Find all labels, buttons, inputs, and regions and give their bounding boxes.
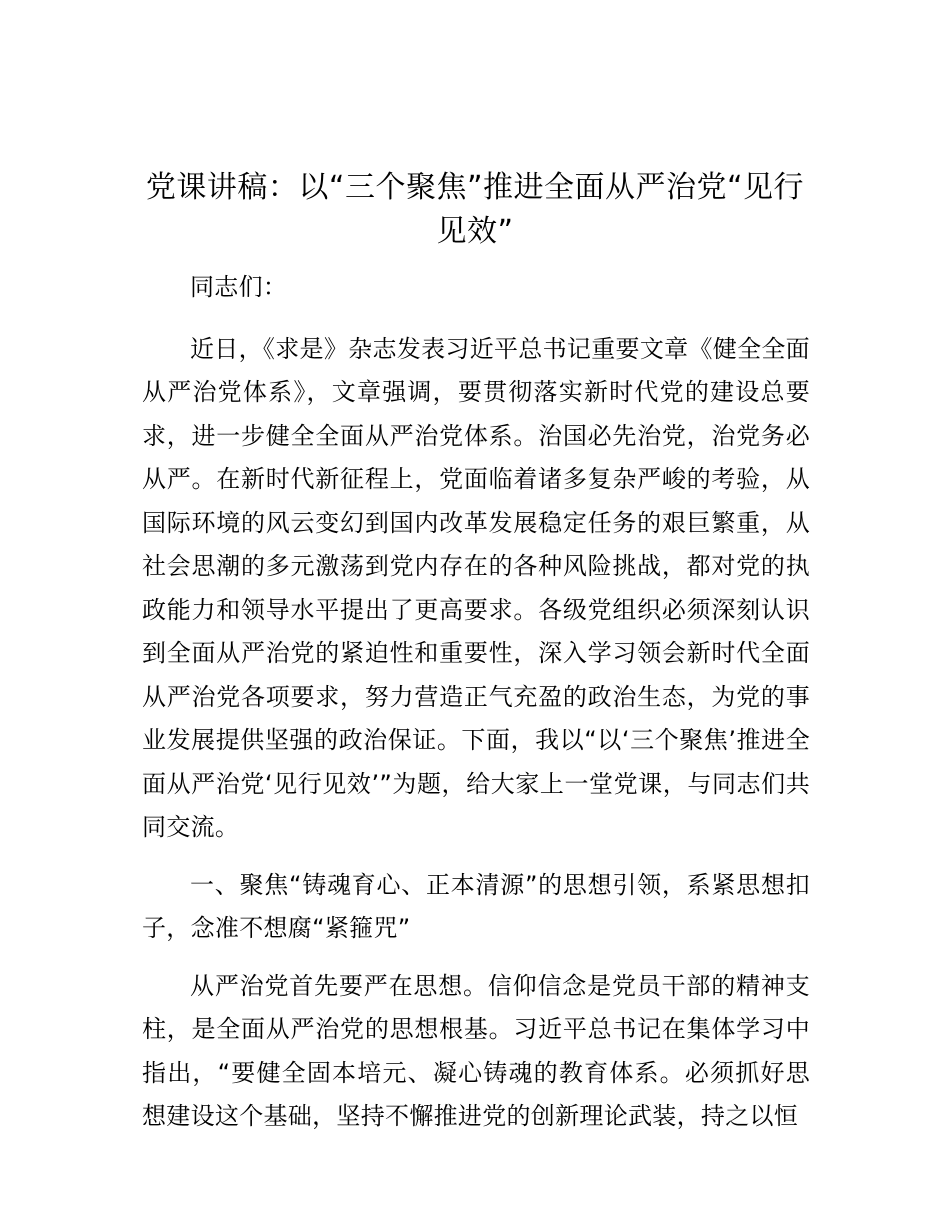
paragraph-intro: 近日，《求是》杂志发表习近平总书记重要文章《健全全面从严治党体系》，文章强调，要贯彻落实新时代党的建设总要求，进一步健全全面从严治党体系。治国必先治党，治党务必从严。在新时代新征程上，党面临着诸多复杂严峻的考验，从国际环境的风云变幻到国内改革发展稳定任务的艰巨繁重，从社会思潮的多元激荡到党内存在的各种风险挑战，都对党的执政能力和领导水平提出了更高要求。各级党组织必须深刻认识到全面从严治党的紧迫性和重要性，深入学习领会新时代全面从严治党各项要求，努力营造正气充盈的政治生态，为党的事业发展提供坚强的政治保证。下面，我以“以‘三个聚焦’推进全面从严治党‘见行见效’”为题，给大家上一堂党课，与同志们共同交流。	[142, 334, 810, 841]
section-heading-1: 一、聚焦“铸魂育心、正本清源”的思想引领，系紧思想扣子，念准不想腐“紧箍咒”	[142, 870, 810, 942]
greeting: 同志们：	[190, 273, 288, 301]
document-body	[142, 266, 810, 1153]
paragraph-section-1: 从严治党首先要严在思想。信仰信念是党员干部的精神支柱，是全面从严治党的思想根基。习近平总书记在集体学习中指出，“要健全固本培元、凝心铸魂的教育体系。必须抓好思想建设这个基础，坚持不懈推进党的创新理论武装，持之以恒	[142, 971, 810, 1130]
document-title: 党课讲稿：以“三个聚焦”推进全面从严治党“见行见效”	[145, 170, 805, 249]
